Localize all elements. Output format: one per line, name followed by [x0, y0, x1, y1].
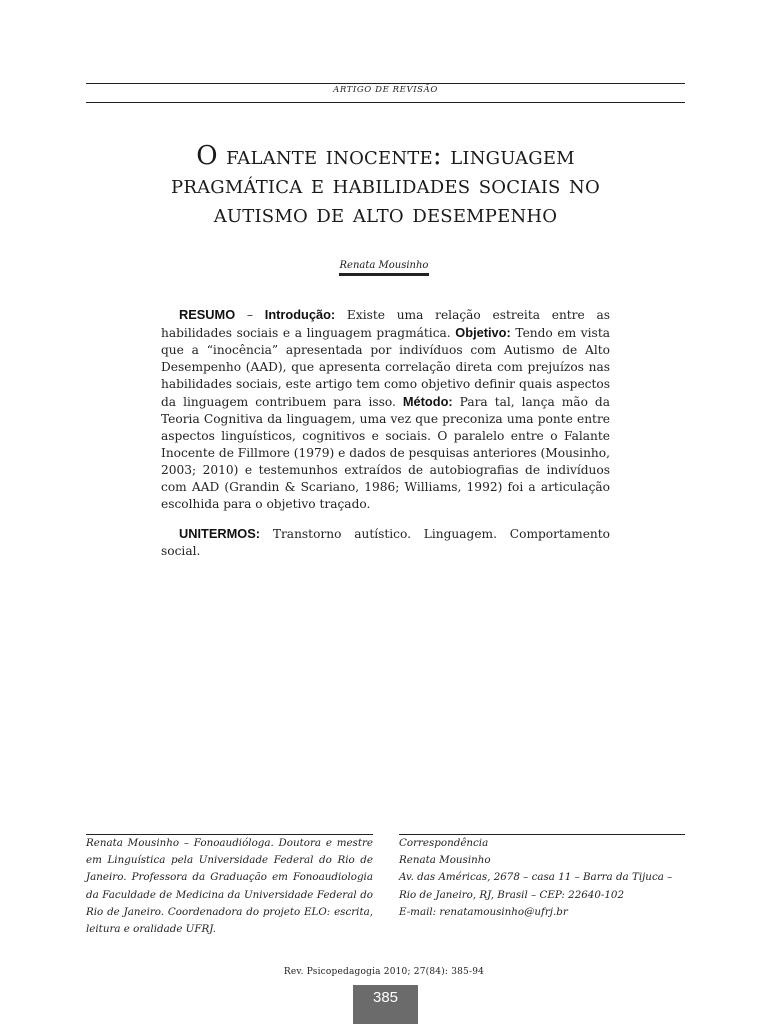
intro-label: Introdução: — [264, 307, 336, 322]
author-name: Renata Mousinho — [339, 260, 430, 276]
objective-text: Tendo em vista que a “inocência” apresentada por indivíduos com Autismo de Alto Desempenho (AAD), que apresenta correlação direta com prejuízos nas habilidades sociais, este artigo tem como objetivo definir quais aspectos da linguagem contribuem para isso. — [161, 326, 610, 409]
intro-text: Existe uma relação estreita entre as habilidades sociais e a linguagem pragmática. — [161, 308, 610, 340]
title-line-3: autismo de alto desempenho — [213, 199, 558, 229]
objective-label: Objetivo: — [455, 325, 511, 340]
method-text: Para tal, lança mão da Teoria Cognitiva da linguagem, uma vez que preconiza uma ponte entre aspectos linguísticos, cognitivos e sociais. O paralelo entre o Falante Inocente de Fillmore (1979) e dados de pesquisas anteriores (Mousinho, 2003; 2010) e testemunhos extraídos de autobiografias de indivíduos com AAD (Grandin & Scariano, 1986; Williams, 1992) foi a articulação escolhida para o objetivo traçado. — [161, 395, 610, 511]
keywords-label: UNITERMOS: — [179, 526, 261, 541]
author-byline — [0, 260, 768, 276]
correspondence-name: Renata Mousinho — [399, 854, 491, 867]
title-line-2: pragmática e habilidades sociais no — [171, 170, 600, 200]
header-bottom-rule — [86, 102, 685, 103]
article-title — [86, 142, 685, 229]
correspondence-address-line-2: Rio de Janeiro, RJ, Brasil – CEP: 22640-102 — [399, 888, 625, 901]
keywords-text: Transtorno autístico. Linguagem. Comportamento social. — [161, 527, 610, 558]
author-footnote: Renata Mousinho – Fonoaudióloga. Doutora e mestre em Linguística pela Universidade Federal do Rio de Janeiro. Professora da Graduação em Fonoaudiologia da Faculdade de Medicina da Universidade Federal do Rio de Janeiro. Coordenadora do projeto ELO: escrita, leitura e oralidade UFRJ. — [86, 837, 373, 936]
journal-citation: Rev. Psicopedagogia 2010; 27(84): 385-94 — [283, 967, 485, 977]
method-label: Método: — [402, 394, 453, 409]
header-top-rule — [86, 83, 685, 84]
title-line-1: O falante inocente: linguagem — [196, 141, 575, 171]
page-number: 385 — [353, 985, 418, 1024]
abstract — [161, 306, 610, 560]
keywords-paragraph — [161, 525, 610, 560]
correspondence-block — [399, 835, 689, 921]
section-label: ARTIGO DE REVISÃO — [333, 85, 438, 95]
resumo-dash: – — [235, 308, 265, 322]
abstract-paragraph — [161, 306, 610, 513]
correspondence-address-line-1: Av. das Américas, 2678 – casa 11 – Barra da Tijuca – — [399, 871, 673, 884]
correspondence-email: E-mail: renatamousinho@ufrj.br — [399, 905, 568, 918]
resumo-label: RESUMO — [179, 307, 236, 322]
correspondence-heading: Correspondência — [399, 837, 489, 849]
